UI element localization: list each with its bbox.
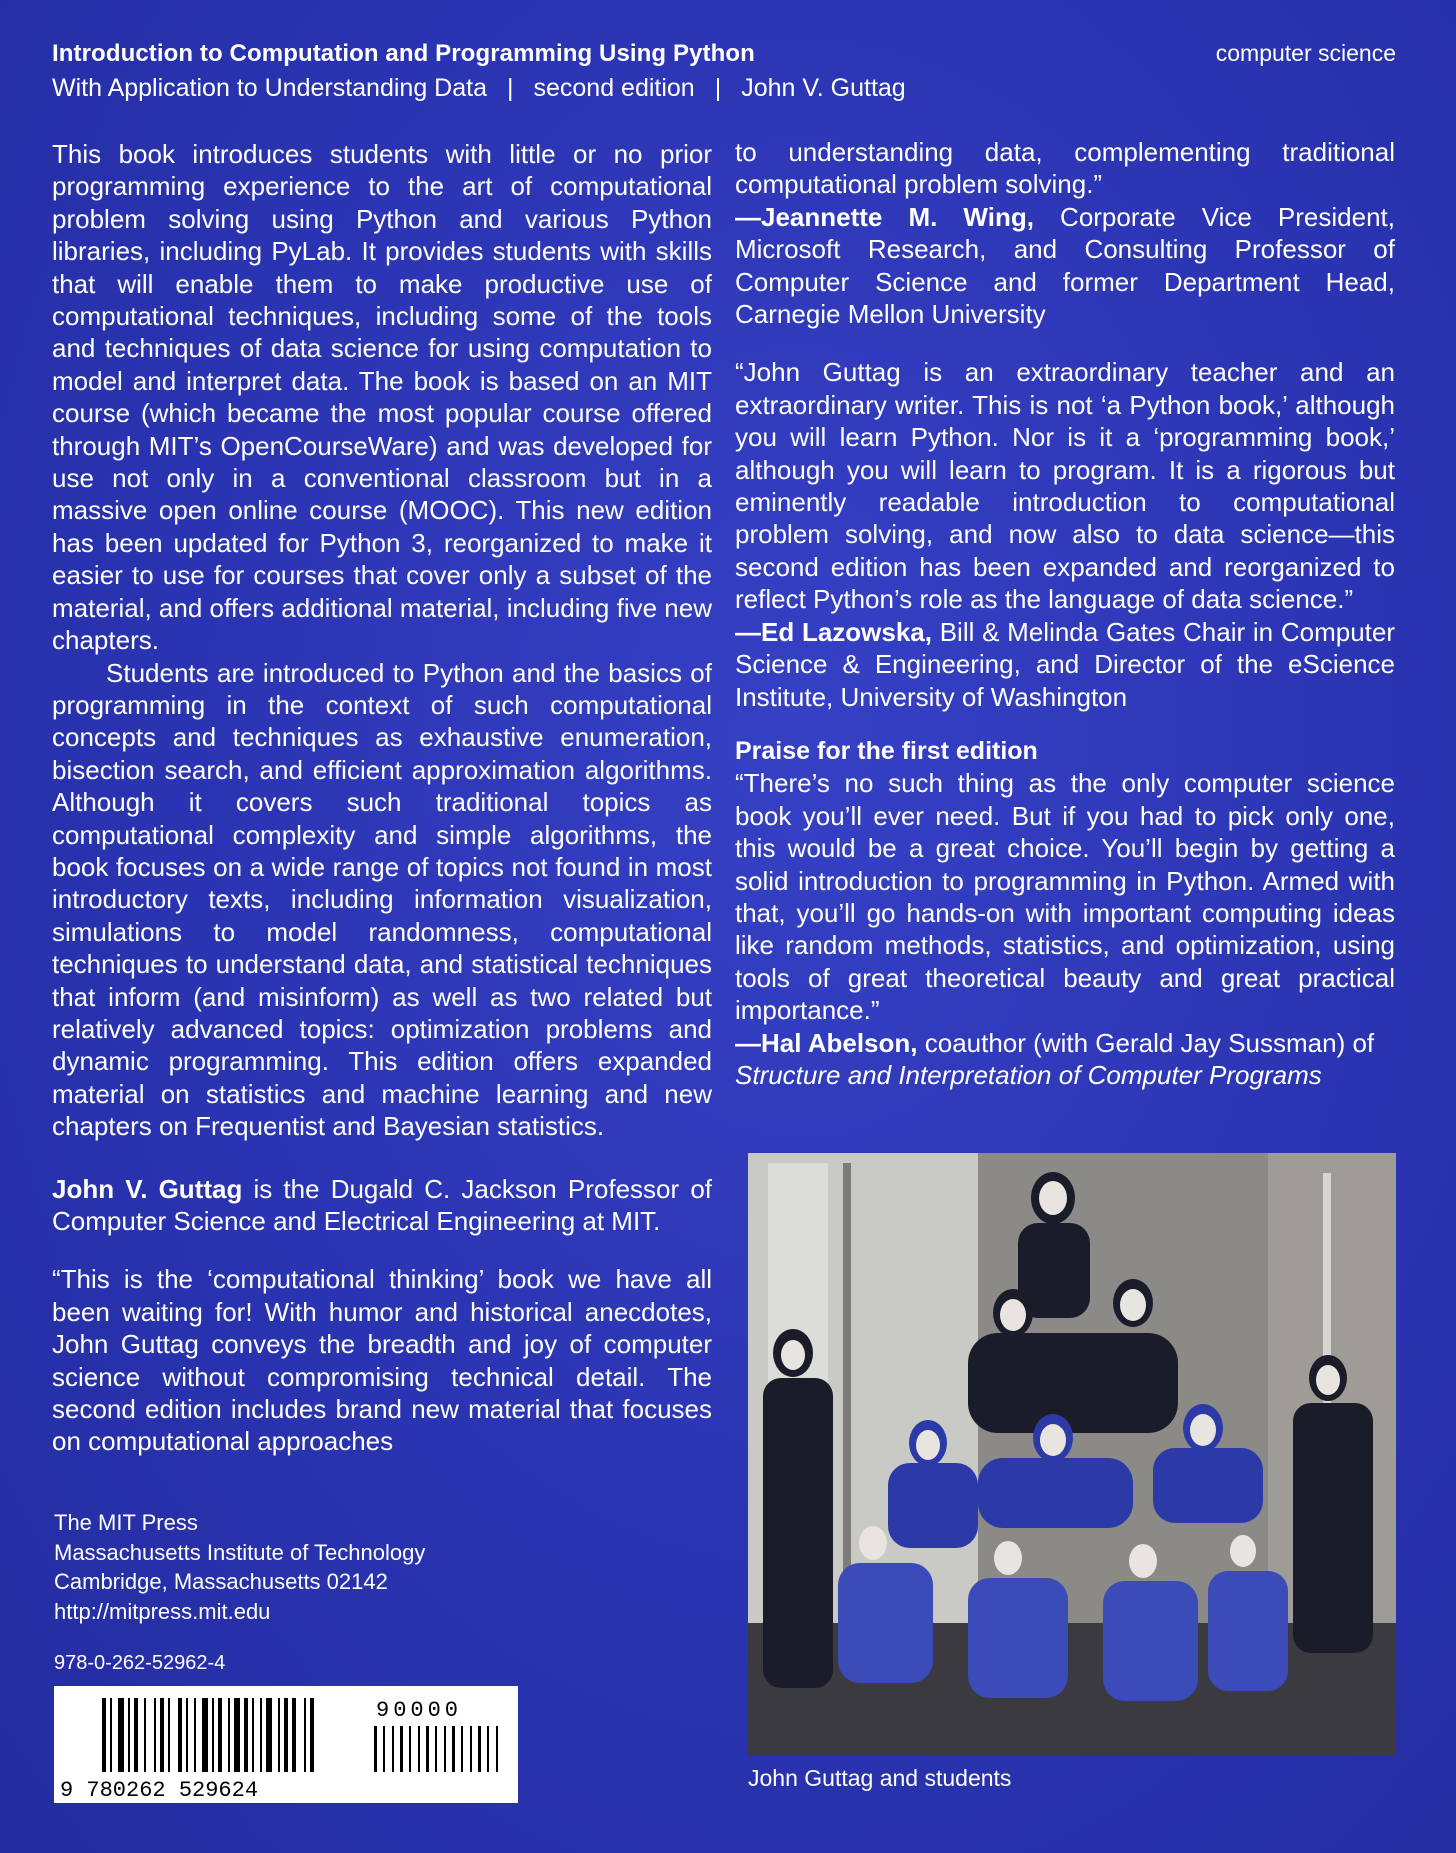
- header-subtitle-line: [52, 74, 906, 103]
- attribution-abelson-book: Structure and Interpretation of Computer Programs: [735, 1059, 1322, 1090]
- praise-heading: Praise for the first edition: [735, 736, 1038, 765]
- quote-wing-end: to understanding data, complementing traditional computational problem solving.”: [735, 137, 1395, 200]
- subtitle: With Application to Understanding Data: [52, 74, 487, 102]
- attribution-wing: [735, 201, 1395, 331]
- category-label: computer science: [1215, 40, 1396, 66]
- author-bio: [52, 1173, 712, 1238]
- attribution-abelson-name: —Hal Abelson,: [735, 1027, 918, 1058]
- author: John V. Guttag: [741, 74, 906, 102]
- quote-lazowska: “John Guttag is an extraordinary teacher and an extraordinary writer. This is not ‘a Python book,’ although you will learn Python. Nor is it a ‘programming book,’ although you will learn to program. It is a rigorous but eminently readable introduction to computational problem solving, and now also to data science—this second edition has been expanded and reorganized to reflect Python’s role as the language of data science.”: [735, 357, 1395, 615]
- barcode-addon-digits: 90000: [376, 1698, 463, 1723]
- description-paragraph-1: This book introduces students with little or no prior programming experience to the art of computational problem solving using Python and various Python libraries, including PyLab. It provides students with skills that will enable them to make productive use of computational techniques, including some of the tools and techniques of data science for using computation to model and interpret data. The book is based on an MIT course (which became the most popular course offered through MIT’s OpenCourseWare) and was developed for use not only in a conventional classroom but in a massive open online course (MOOC). This new edition has been updated for Python 3, reorganized to make it easier to use for courses that cover only a subset of the material, and offers additional material, including five new chapters.: [52, 139, 712, 656]
- publisher-address: Cambridge, Massachusetts 02142: [54, 1569, 388, 1594]
- header-title: Introduction to Computation and Programming Using Python: [52, 40, 755, 67]
- right-column: [735, 136, 1395, 1091]
- separator: |: [714, 74, 722, 102]
- publisher-institute: Massachusetts Institute of Technology: [54, 1539, 426, 1565]
- attribution-lazowska-text: Bill & Melinda Gates Chair in Computer Science & Engineering, and Director of the eScience Institute, University of Washington: [735, 616, 1395, 712]
- left-column: [52, 138, 712, 1458]
- isbn: 978-0-262-52962-4: [54, 1652, 226, 1674]
- photo-caption: John Guttag and students: [748, 1765, 1012, 1791]
- publisher-name: The MIT Press: [54, 1510, 198, 1535]
- attribution-abelson: [735, 1027, 1395, 1092]
- bio-text: is the Dugald C. Jackson Professor of Computer Science and Electrical Engineering at MIT.: [52, 1173, 712, 1236]
- group-photo: [748, 1153, 1396, 1756]
- barcode-graphic: [54, 1686, 518, 1803]
- publisher-url: http://mitpress.mit.edu: [54, 1598, 271, 1624]
- attribution-lazowska-name: —Ed Lazowska,: [735, 616, 932, 647]
- quote-wing-start: “This is the ‘computational thinking’ book we have all been waiting for! With humor and historical anecdotes, John Guttag conveys the breadth and joy of computer science without compromising technical detail. The second edition includes brand new material that focuses on computational approaches: [52, 1264, 712, 1457]
- attribution-lazowska: [735, 616, 1395, 713]
- separator: |: [506, 74, 514, 102]
- attribution-wing-text: Corporate Vice President, Microsoft Research, and Consulting Professor of Computer Science and former Department Head, Carnegie Mellon University: [735, 201, 1395, 330]
- attribution-wing-name: —Jeannette M. Wing,: [735, 201, 1034, 232]
- edition: second edition: [533, 74, 695, 102]
- description-paragraph-2: Students are introduced to Python and the basics of programming in the context of such computational concepts and techniques as exhaustive enumeration, bisection search, and efficient approximation algorithms. Although it covers such traditional topics as computational complexity and simple algorithms, the book focuses on a wide range of topics not found in most introductory texts, including information visualization, simulations to model randomness, computational techniques to understand data, and statistical techniques that inform (and misinform) as well as two related but relatively advanced topics: optimization problems and dynamic programming. This edition offers expanded material on statistics and machine learning and new chapters on Frequentist and Bayesian statistics.: [52, 657, 712, 1142]
- photo-illustration: [748, 1153, 1396, 1756]
- barcode: [54, 1686, 518, 1803]
- bio-author-name: John V. Guttag: [52, 1173, 243, 1204]
- quote-abelson: “There’s no such thing as the only computer science book you’ll ever need. But if you had to pick only one, this would be a great choice. You’ll begin by getting a solid introduction to programming in Python. Armed with that, you’ll go hands-on with important computing ideas like random methods, statistics, and optimization, using tools of great theoretical beauty and great practical importance.”: [735, 768, 1395, 1026]
- barcode-digits: 9 780262 529624: [60, 1778, 259, 1803]
- publisher-block: [54, 1508, 425, 1626]
- attribution-abelson-text: coauthor (with Gerald Jay Sussman) of: [917, 1027, 1375, 1058]
